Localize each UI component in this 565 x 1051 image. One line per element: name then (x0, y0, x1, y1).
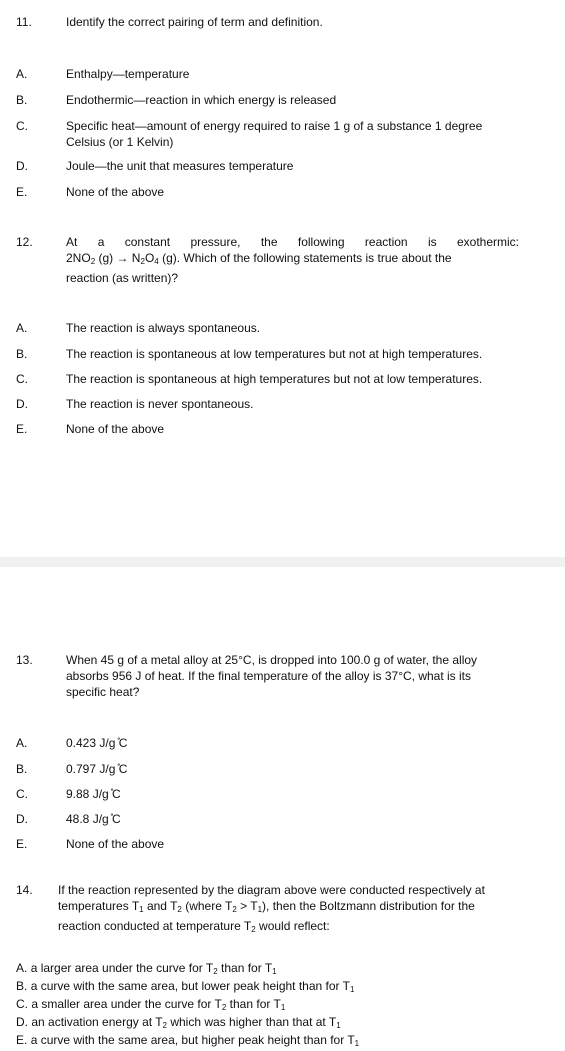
q13-option-letter: B. (16, 762, 28, 776)
q14-stem-line3: reaction conducted at temperature $T_2$ would reflect: (58, 919, 330, 934)
q13-option-letter: C. (16, 787, 28, 801)
q12-option-letter: A. (16, 321, 28, 335)
q14-option-e: E. a curve with the same area, but higher peak height than for $T_1$ (16, 1033, 360, 1048)
q14-option-c: C. a smaller area under the curve for $T_2$ than for $T_1$ (16, 997, 286, 1012)
question-13-stem (66, 652, 519, 700)
q12-stem-line3: reaction (as written)? (66, 271, 179, 285)
q11-option-letter: D. (16, 159, 28, 173)
q11-option-c-line2: Celsius (or 1 Kelvin) (66, 135, 174, 149)
question-12-stem (66, 234, 519, 286)
q12-option-letter: C. (16, 372, 28, 386)
q13-option-letter: D. (16, 812, 28, 826)
q12-option-text: The reaction is never spontaneous. (66, 397, 254, 411)
question-14-number: 14. (16, 883, 33, 897)
q12-option-text: The reaction is always spontaneous. (66, 321, 261, 335)
q13-stem-line3: specific heat? (66, 685, 140, 699)
q14-option-list (16, 961, 556, 1051)
q11-option-letter: A. (16, 67, 28, 81)
q11-option-text: Joule—the unit that measures temperature (66, 159, 294, 173)
q13-option-letter: A. (16, 736, 28, 750)
q12-option-letter: E. (16, 422, 28, 436)
question-12-number: 12. (16, 235, 33, 249)
q12-stem-line1: At a constant pressure, the following reaction is exothermic: (66, 235, 519, 249)
page-break-band (0, 557, 565, 567)
q12-option-letter: D. (16, 397, 28, 411)
q13-option-text: 9.88 J/g ̊C (66, 787, 121, 801)
q11-option-text (66, 118, 526, 150)
q11-option-c-line1: Specific heat—amount of energy required to raise 1 g of a substance 1 degree (66, 119, 483, 133)
q13-stem-line1: When 45 g of a metal alloy at 25°C, is dropped into 100.0 g of water, the alloy (66, 653, 478, 667)
question-14-stem (58, 882, 519, 938)
question-11-stem: Identify the correct pairing of term and definition. (66, 15, 323, 29)
q11-option-letter: B. (16, 93, 28, 107)
q12-option-text: The reaction is spontaneous at low temperatures but not at high temperatures. (66, 347, 483, 361)
q14-option-a: A. a larger area under the curve for $T_2$ than for $T_1$ (16, 961, 277, 976)
q11-option-text: None of the above (66, 185, 165, 199)
question-11-number: 11. (16, 15, 32, 29)
q13-option-text: 0.423 J/g ̊C (66, 736, 128, 750)
q12-stem-line2: $2NO_2$ $(g) \to N_2O_4$ (g). Which of the following statements is true about the (66, 251, 452, 266)
q11-option-text: Endothermic—reaction in which energy is released (66, 93, 337, 107)
q13-option-text: 0.797 J/g ̊C (66, 762, 128, 776)
q14-stem-line1: If the reaction represented by the diagram above were conducted respectively at (58, 883, 485, 897)
q13-option-text: None of the above (66, 837, 165, 851)
q14-option-d: D. an activation energy at $T_2$ which was higher than that at $T_1$ (16, 1015, 341, 1030)
q13-option-text: 48.8 J/g ̊C (66, 812, 121, 826)
q11-option-text: Enthalpy—temperature (66, 67, 190, 81)
q14-stem-line2: temperatures $T_1$ and $T_2$ (where $T_2 > T_1$), then the Boltzmann distribution for the (58, 899, 475, 914)
q13-option-letter: E. (16, 837, 28, 851)
q13-stem-line2: absorbs 956 J of heat. If the final temperature of the alloy is 37°C, what is its (66, 669, 472, 683)
q14-option-b: B. a curve with the same area, but lower peak height than for $T_1$ (16, 979, 355, 994)
q11-option-letter: C. (16, 119, 28, 133)
q11-option-letter: E. (16, 185, 28, 199)
q12-option-letter: B. (16, 347, 28, 361)
q12-option-text: None of the above (66, 422, 165, 436)
q12-option-text: The reaction is spontaneous at high temperatures but not at low temperatures. (66, 372, 483, 386)
question-13-number: 13. (16, 653, 33, 667)
